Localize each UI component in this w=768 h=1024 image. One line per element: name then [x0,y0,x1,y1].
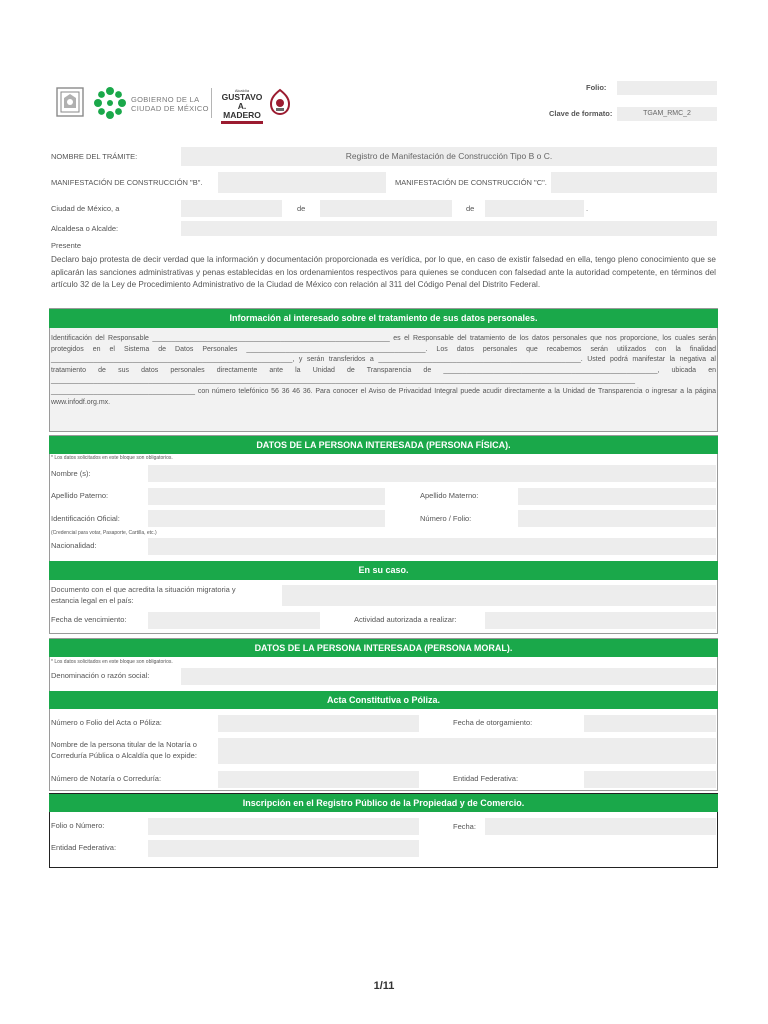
registro-fecha-label: Fecha: [453,822,476,831]
numero-folio-field[interactable] [518,510,716,527]
cdmx-seal-logo [55,86,85,118]
manifestacion-c-field[interactable] [551,172,717,193]
denominacion-field[interactable] [181,668,716,685]
documento-field[interactable] [282,585,716,606]
registro-folio-field[interactable] [148,818,419,835]
otorgamiento-field[interactable] [584,715,716,732]
gov-line-1: GOBIERNO DE LA [131,95,200,104]
num-notaria-field[interactable] [218,771,419,788]
otorgamiento-label: Fecha de otorgamiento: [453,718,533,727]
manifestacion-b-label: MANIFESTACIÓN DE CONSTRUCCIÓN "B". [51,178,203,187]
nacionalidad-field[interactable] [148,538,716,555]
registro-folio-label: Folio o Número: [51,821,105,830]
alcaldia-line-1: GUSTAVO [221,92,263,102]
fisica-note: * Los datos solicitados en este bloque son obligatorios. [51,455,173,461]
manifestacion-b-field[interactable] [218,172,386,193]
gobierno-cdmx-wordmark [131,95,209,113]
acta-numero-label: Número o Folio del Acta o Póliza: [51,718,162,727]
identificacion-field[interactable] [148,510,385,527]
declaration-text: Declaro bajo protesta de decir verdad que la información y documentación proporcionada es verídica, por lo que, en caso de existir falsedad en ella, tengo pleno conocimiento que se aplicarán las sanciones administrativas y penas establecidas en los ordenamientos respectivos para quienes se conducen con falsedad ante la autoridad competente, en términos del artículo 32 de la Ley de Procedimiento Administrativo de la Ciudad de México con relación al 311 del Código Penal del Distrito Federal. [51,255,716,290]
alcaldia-line-2: A. MADERO [223,101,261,120]
vencimiento-label: Fecha de vencimiento: [51,615,127,624]
alcaldia-emblem-icon [267,88,293,116]
notaria-label-2: Correduría Pública o Alcaldía que lo expide: [51,751,197,760]
registro-fecha-field[interactable] [485,818,716,835]
alcalde-field[interactable] [181,221,717,236]
documento-label-2: estancia legal en el país: [51,596,134,605]
year-field[interactable] [485,200,584,217]
registro-header: Inscripción en el Registro Público de la Propiedad y de Comercio. [49,794,718,812]
denominacion-label: Denominación o razón social: [51,671,150,680]
apellido-paterno-field[interactable] [148,488,385,505]
nacionalidad-label: Nacionalidad: [51,541,97,550]
alcaldia-wordmark [219,88,265,118]
numero-folio-label: Número / Folio: [420,514,472,523]
registro-entidad-label: Entidad Federativa: [51,843,117,852]
folio-field[interactable] [617,81,717,95]
acta-numero-field[interactable] [218,715,419,732]
num-notaria-label: Número de Notaría o Correduría: [51,774,162,783]
clave-formato-field: TGAM_RMC_2 [617,107,717,121]
identificacion-label: Identificación Oficial: [51,514,120,523]
manifestacion-c-label: MANIFESTACIÓN DE CONSTRUCCIÓN "C". [395,178,547,187]
privacy-text: Identificación del Responsable _____________________________________________________________ es el Responsable del tratamiento de los datos personales que nos proporcione, los cuales serán protegidos en el Sistema de Datos Personales ______________________________________________. Los datos personales que recabemos serán utilizados con la finalidad ______________________________________________________________, y serán transferidos a ____________________________________________________. Usted podrá manifestar la negativa al tratamiento de sus datos personales directamente ante la Unidad de Transparencia de _______________________________________________________, ubicada en ______________________________________________________________________________________________________________________________________________________ _____________________________________ con número telefónico 56 36 46 36. Para conocer el Aviso de Privacidad Integral puede acudir directamente a la Unidad de Transparencia o ingresar a la página www.infodf.org.mx. [51,335,716,406]
alcaldia-red-bar [221,121,263,124]
tramite-label: NOMBRE DEL TRÁMITE: [51,152,138,161]
ciudad-label: Ciudad de México, a [51,204,120,213]
en-su-caso-header: En su caso. [49,561,718,580]
de-label-1: de [297,204,306,213]
nombre-field[interactable] [148,465,716,482]
alcaldia-small-label: Alcaldía [234,88,250,93]
moral-header: DATOS DE LA PERSONA INTERESADA (PERSONA MORAL). [49,639,718,657]
credencial-note: (Credencial para votar, Pasaporte, Cartilla, etc.) [51,530,157,536]
registro-entidad-field[interactable] [148,840,419,857]
apellido-paterno-label: Apellido Paterno: [51,491,109,500]
alcalde-label: Alcaldesa o Alcalde: [51,224,119,233]
notaria-field[interactable] [218,738,716,764]
vencimiento-field[interactable] [148,612,320,629]
tramite-field: Registro de Manifestación de Construcción Tipo B o C. [181,147,717,166]
folio-label: Folio: [586,83,607,92]
presente-label: Presente [51,241,82,250]
nombre-label: Nombre (s): [51,469,91,478]
actividad-field[interactable] [485,612,716,629]
documento-label-1: Documento con el que acredita la situación migratoria y [51,585,236,594]
logo-divider [211,88,212,118]
apellido-materno-field[interactable] [518,488,716,505]
acta-entidad-field[interactable] [584,771,716,788]
cdmx-flower-logo [93,86,127,120]
privacy-header: Información al interesado sobre el tratamiento de sus datos personales. [49,309,718,328]
notaria-label-1: Nombre de la persona titular de la Notaría o [51,740,197,749]
gov-line-2: CIUDAD DE MÉXICO [131,104,209,113]
date-period: . [586,204,589,213]
apellido-materno-label: Apellido Materno: [420,491,479,500]
acta-entidad-label: Entidad Federativa: [453,774,519,783]
acta-header: Acta Constitutiva o Póliza. [49,691,718,709]
month-field[interactable] [320,200,452,217]
fisica-header: DATOS DE LA PERSONA INTERESADA (PERSONA FÍSICA). [49,436,718,454]
moral-note: * Los datos solicitados en este bloque son obligatorios. [51,659,173,665]
clave-formato-label: Clave de formato: [549,109,613,118]
actividad-label: Actividad autorizada a realizar: [354,615,457,624]
page-number: 1/11 [373,980,395,992]
day-field[interactable] [181,200,282,217]
de-label-2: de [466,204,475,213]
